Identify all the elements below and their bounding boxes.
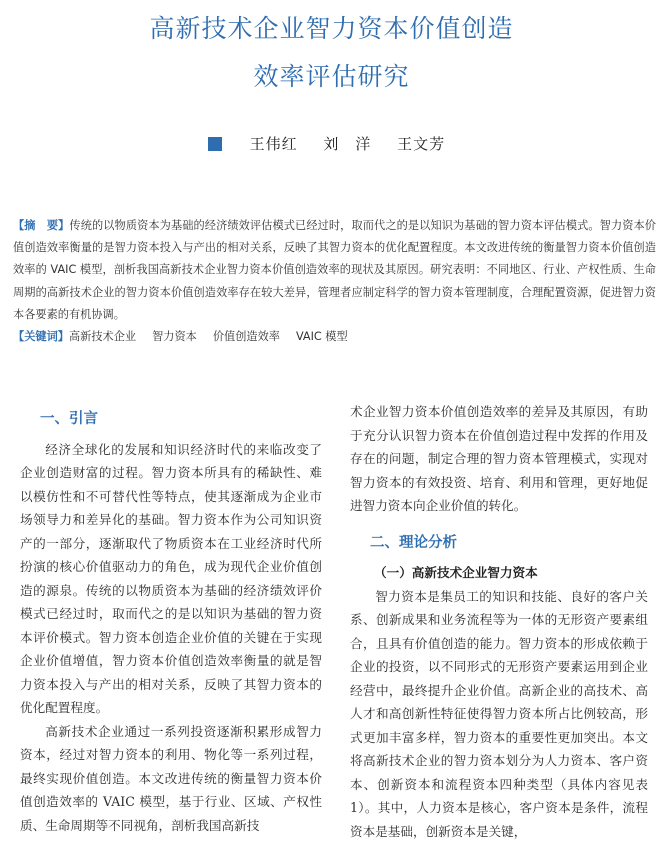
author-list bbox=[0, 133, 663, 154]
paragraph-theory-1: 智力资本是集员工的知识和技能、良好的客户关系、创新成果和业务流程等为一体的无形资产要素组合，且具有价值创造的能力。智力资本的形成依赖于企业的投资，以不同形式的无形资产要素运用到企业经营中，最终提升企业价值。高新企业的高技术、高人才和高创新性特征使得智力资本所占比例较高，形式更加丰富多样，智力资本的重要性更加突出。本文将高新技术企业的智力资本划分为人力资本、客户资本、创新资本和流程资本四种类型（具体内容见表 1）。其中，人力资本是核心，客户资本是条件，流程资本是基础，创新资本是关键， bbox=[350, 585, 648, 843]
author-2: 刘 洋 bbox=[323, 135, 371, 153]
keywords bbox=[13, 326, 656, 348]
keyword-4: VAIC 模型 bbox=[296, 330, 348, 343]
subsection-heading-intellectual-capital: （一）高新技术企业智力资本 bbox=[350, 561, 648, 585]
paragraph-intro-continued: 术企业智力资本价值创造效率的差异及其原因，有助于充分认识智力资本在价值创造过程中发挥的作用及存在的问题，制定合理的智力资本管理模式，实现对智力资本的有效投资、培育、利用和管理，更好地促进智力资本向企业价值的转化。 bbox=[350, 400, 648, 518]
section-heading-theory: 二、理论分析 bbox=[350, 532, 648, 556]
title-line-1: 高新技术企业智力资本价值创造 bbox=[0, 9, 663, 45]
paragraph-intro-1: 经济全球化的发展和知识经济时代的来临改变了企业创造财富的过程。智力资本所具有的稀缺性、难以模仿性和不可替代性等特点，使其逐渐成为企业市场领导力和差异化的基础。智力资本作为公司知识资产的一部分，逐渐取代了物质资本在工业经济时代所扮演的核心价值驱动力的角色，成为现代企业价值创造的源泉。传统的以物质资本为基础的经济绩效评价模式已经过时，取而代之的是以知识为基础的智力资本评价模式。智力资本创造企业价值的关键在于实现企业价值增值，智力资本价值创造效率衡量的就是智力资本投入与产出的相对关系，反映了其智力资本的优化配置程度。 bbox=[20, 438, 322, 720]
abstract-text: 传统的以物质资本为基础的经济绩效评估模式已经过时，取而代之的是以知识为基础的智力资本评估模式。智力资本价值创造效率衡量的是智力资本投入与产出的相对关系，反映了其智力资本的优化配置程度。本文改进传统的衡量智力资本价值创造效率的 VAIC 模型，剖析我国高新技术企业智力资本价值创造效率的现状及其原因。研究表明：不同地区、行业、产权性质、生命周期的高新技术企业的智力资本价值创造效率存在较大差异，管理者应制定科学的智力资本管理制度，合理配置资源，促进智力资本各要素的有机协调。 bbox=[13, 219, 656, 321]
keyword-1: 高新技术企业 bbox=[69, 330, 136, 343]
right-column bbox=[350, 400, 648, 843]
author-3: 王文芳 bbox=[397, 135, 445, 153]
title-line-2: 效率评估研究 bbox=[0, 57, 663, 93]
abstract-block bbox=[13, 215, 656, 348]
keywords-label: 【关键词】 bbox=[13, 330, 69, 343]
section-heading-introduction: 一、引言 bbox=[20, 408, 322, 432]
paragraph-intro-2: 高新技术企业通过一系列投资逐渐积累形成智力资本，经过对智力资本的利用、物化等一系列过程，最终实现价值创造。本文改进传统的衡量智力资本价值创造效率的 VAIC 模型，基于行业、区域、产权性质、生命周期等不同视角，剖析我国高新技 bbox=[20, 720, 322, 838]
left-column bbox=[20, 400, 322, 837]
abstract-label: 【摘 要】 bbox=[13, 219, 69, 232]
abstract bbox=[13, 215, 656, 326]
keyword-3: 价值创造效率 bbox=[213, 330, 280, 343]
square-bullet-icon bbox=[208, 137, 222, 151]
author-1: 王伟红 bbox=[250, 135, 298, 153]
keyword-2: 智力资本 bbox=[152, 330, 197, 343]
